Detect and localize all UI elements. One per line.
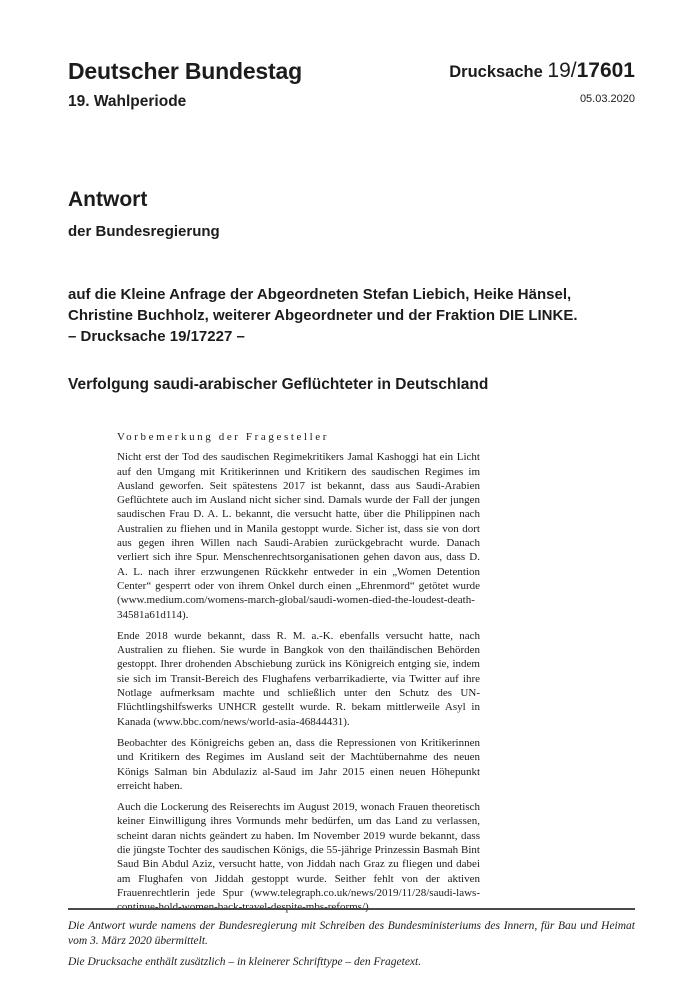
document-footer [68,908,635,970]
drucksache-number-line [449,59,635,83]
header-right [449,59,635,105]
header-left [68,59,302,111]
body-paragraph: Auch die Lockerung des Reiserechts im August 2019, wonach Frauen theoretisch keiner Einwilligung ihres Vormunds mehr bedürfen, um das Land zu verlassen, scheint daran nichts geändert zu haben. Im November 2019 wurde bekannt, dass die jüngste Tochter des saudischen Königs, die 55-jährige Prinzessin Basmah Bint Saud Bin Abdul Aziz, versucht hatte, von Jiddah nach Graz zu fliegen und dabei am Flughafen von Jiddah gestoppt wurde. Seither fehlt von der aktiven Frauenrechtlerin jede Spur (www.telegraph.co.uk/news/2019/11/28/saudi-laws-continue-hold-women-back-travel-despite-mbs-reforms/). [117,801,480,914]
document-header [68,59,635,111]
footer-typeface-note: Die Drucksache enthält zusätzlich – in kleinerer Schrifttype – den Fragetext. [68,956,422,968]
body-paragraph: Nicht erst der Tod des saudischen Regimekritikers Jamal Kashoggi hat ein Licht auf den Umgang mit Kritikerinnen und Kritikern des saudischen Regimes im Ausland geworfen. Seit spätestens 2017 ist bekannt, dass aus Saudi-Arabien Geflüchtete auch im Ausland nicht sicher sind. Damals wurde der Fall der jungen saudischen Frau D. A. L. bekannt, die versucht hatte, über die Philippinen nach Australien zu fliehen und in Manila gestoppt wurde. Sicher ist, dass sie von dort aus gegen ihren Willen nach Saudi-Arabien zurückgebracht wurde. Danach verliert sich ihre Spur. Menschenrechtsorganisationen gehen davon aus, dass D. A. L. nach ihrer erzwungenen Rückkehr entweder in ein „Women Detention Center“ gesperrt oder von ihrem Onkel durch einen „Ehrenmord“ getötet wurde (www.medium.com/womens-march-global/saudi-women-died-the-loudest-death-34581a61d114). [117,451,480,621]
drucksache-label: Drucksache [449,63,543,81]
title-block [68,188,220,240]
institution-name: Deutscher Bundestag [68,58,302,84]
drucksache-prefix: 19/ [547,59,577,82]
document-date: 05.03.2020 [579,93,635,105]
legislative-period: 19. Wahlperiode [68,93,187,111]
request-drucksache-reference: – Drucksache 19/17227 – [68,328,245,345]
request-reference-block [68,284,598,347]
drucksache-number: 17601 [576,59,635,82]
document-issuer: der Bundesregierung [68,223,220,240]
footer-transmission-note: Die Antwort wurde namens der Bundesregierung mit Schreiben des Bundesministeriums des Innern, für Bau und Heimat vom 3. März 2020 übermittelt. [68,920,635,947]
preliminary-remarks-heading: Vorbemerkung der Fragesteller [117,431,330,443]
body-paragraph: Ende 2018 wurde bekannt, dass R. M. a.-K. ebenfalls versucht hatte, nach Australien zu fliehen. Sie wurde in Bangkok von den thailändischen Behörden gestoppt. Ihrer drohenden Abschiebung zurück ins Königreich entging sie, indem sie sich im Transit-Bereich des Flughafens verbarrikadierte, via Twitter auf ihre Notlage aufmerksam machte und schließlich unter den Schutz des UN-Flüchtlingshilfswerks UNHCR gestellt wurde. R. bekam mittlerweile Asyl in Kanada (www.bbc.com/news/world-asia-46844431). [117,629,480,728]
request-reference-text: auf die Kleine Anfrage der Abgeordneten Stefan Liebich, Heike Hänsel, Christine Buchholz, weiterer Abgeordneter und der Fraktion DIE LINKE. [68,286,578,324]
document-subject: Verfolgung saudi-arabischer Geflüchteter in Deutschland [68,376,489,393]
body-paragraph: Beobachter des Königreichs geben an, dass die Repressionen von Kritikerinnen und Kritikern des Regimes im Ausland seit der Machtübernahme des neuen Königs Salman bin Abdulaziz al-Saud im Jahr 2015 einen neuen Höhepunkt erreicht haben. [117,736,480,792]
document-kind-title: Antwort [68,188,148,211]
document-body [117,430,480,922]
